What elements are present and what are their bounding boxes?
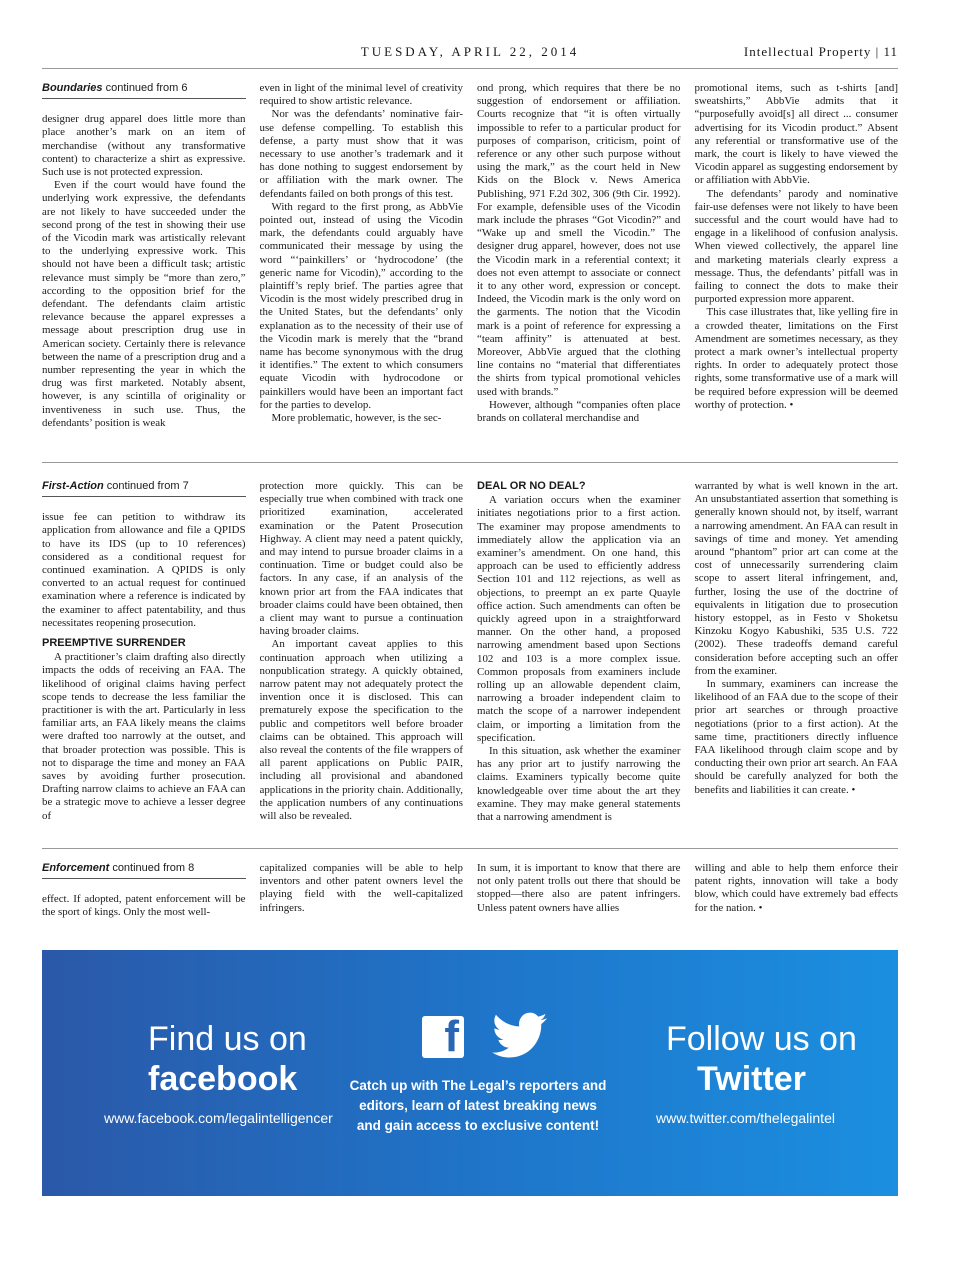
twitter-heading: Follow us on [666,1020,857,1058]
continued-title: Boundaries [42,82,103,94]
paragraph: More problematic, however, is the sec- [271,412,442,425]
boundaries-col-1 [42,82,246,430]
paragraph: A variation occurs when the examiner initiates negotiations prior to a first action. The examiner may propose amendments to immediately allow the application via an examiner’s amendment. On one hand, this approach can be used to efficiently address Section 101 and 112 rejections, as well as objections, to preempt an ex parte Quayle office action. Such amendments can often be quickly agreed upon in a straightforward manner. On the other hand, a proposed narrowing amendment based upon Sections 102 and 103 is a more complex issue. Common proposals from examiners include rolling up an allowable dependent claim, narrowing a broader independent claim to match the scope of a narrower independent claim, or importing a limitation from the specification. [477,494,681,744]
paragraph: effect. If adopted, patent enforcement will be the sport of kings. Only the most well- [42,893,246,919]
first-action-col-4 [695,480,899,824]
paragraph: In this situation, ask whether the examiner has any prior art to justify narrowing the claims. Examiners typically become quite knowledgeable over time about the art they examine. They may make general statements that a narrowing amendment is [477,745,681,824]
facebook-icon[interactable]: f [422,1016,464,1058]
facebook-wordmark: facebook [148,1060,298,1098]
twitter-icon[interactable] [492,1012,548,1060]
paragraph: ond prong, which requires that there be no suggestion of endorsement or affiliation. Courts recognize that “it is often virtually impossible to refer to a particular product for purposes of comparison, criticism, point of reference or any other such purpose without using the mark,” as the court held in New Kids on the Block v. News America Publishing, 971 F.2d 302, 306 (9th Cir. 1992). For example, defensible uses of the Vicodin mark include the phrases “Got Vicodin?” and “Wake up and smell the Vicodin.” The designer drug apparel, however, does not use the Vicodin mark in a referential context; it does not even attempt to associate or connect it to any other word, expression or concept. Indeed, the Vicodin mark is the only word on the garments. The notion that the Vicodin mark is a point of reference for expressing a “team affinity” is attenuated at best. Moreover, AbbVie argued that the clothing line contains no “material that differentiates the shirts from typical promotional vehicles used with brands.” [477,82,681,398]
subheading: DEAL OR NO DEAL? [477,480,586,492]
paragraph: protection more quickly. This can be especially true when combined with track one prioritized examination, accelerated examination or the Patent Prosecution Highway. A client may need a patent quickly, and may intend to pursue broader claims in a continuation. Time or budget could also be factors. In any case, if an analysis of the known prior art from the FAA indicates that broader claims could have been obtained, then a client may want to pursue a continuation having broader claims. [259,480,463,638]
issue-date: TUESDAY, APRIL 22, 2014 [360,44,580,59]
paragraph: capitalized companies will be able to help inventors and other patent owners level the playing field with the well-capitalized infringers. [259,862,463,914]
masthead [42,40,898,69]
paragraph: The defendants’ parody and nominative fair-use defenses were not likely to have been successful and the court would have had to engage in a likelihood of confusion analysis. When viewed collectively, the apparel line and marketing materials clearly express a message. Thus, the defendants’ pitfall was in failing to connect the dots to make their purported expression more apparent. [694,187,898,306]
paragraph: issue fee can petition to withdraw its application from allowance and file a QPIDS to have its IDS (up to 10 references) considered as a conditional request for continued examination. A QPIDS is only converted to an actual request for continued examination where a reference is indicated by the examiner to affect patentability, and thus necessitates reopening prosecution. [42,511,246,629]
enforcement-col-4 [695,862,899,920]
section-divider [42,848,898,849]
article-enforcement [42,862,898,920]
paragraph: With regard to the first prong, as AbbVie pointed out, instead of using the Vicodin mark, the defendants could arguably have communicated their message by using the word “‘painkillers’ or ‘hydrocodone’ (the generic name for Vicodin),” according to the plaintiff’s reply brief. The parties agree that Vicodin is the most widely prescribed drug in the United States, but the defendants’ only explanation as to the necessity of their use of the Vicodin mark is merely that the “brand name has become synonymous with the drug it identifies.” The extent to which consumers equate Vicodin with hydrocodone or painkillers would have been an important fact for the parties to develop. [259,200,463,411]
paragraph: Even if the court would have found the underlying work expressive, the defendants are not likely to have succeeded under the second prong of the test in showing their use of the Vicodin mark was artistically relevant to the underlying expressive work. This should not have been a difficult task; artistic relevance must simply be “more than zero,” according to the opposition brief for the defendant. The defendants claim artistic relevance because the apparel expresses a message about prescription drug use in American society. Certainly there is relevance between the name of a prescription drug and a number representing the year in which the drug was first marketed. Notably absent, however, is any scintilla of originality or inventiveness in such use. Thus, the defendants’ position is weak [42,179,246,429]
paragraph: An important caveat applies to this continuation approach when utilizing a nonpublication strategy. A quickly obtained, narrow patent may not adequately protect the invention once it is disclosed. This can prematurely expose the specification to the public and competitors well before broader claims can be obtained. This approach will also reveal the contents of the file wrappers of all parent applications on Public PAIR, including all provisional and abandoned applications in the priority chain. Additionally, the application numbers of any continuations will also be revealed. [259,638,463,823]
continued-header [42,480,246,497]
first-action-col-1 [42,480,246,824]
paragraph: warranted by what is well known in the art. An unsubstantiated assertion that something is generally known should not, by itself, warrant a narrowing amendment. An FAA can result in savings of time and money. Yet amending around “phantom” prior art can come at the cost of unnecessarily surrendering claim scope to assert literal infringement, and, further, losing the use of the doctrine of equivalents in litigation due to prosecution history estoppel, as in Festo v Shoketsu Kinzoku Kogyo Kabushiki, 535 U.S. 722 (2002). These tradeoffs demand careful consideration before accepting such an offer from the examiner. [694,480,898,677]
boundaries-col-2 [260,82,464,430]
social-media-banner[interactable] [42,950,898,1196]
section-divider [42,462,898,463]
article-first-action [42,480,898,824]
boundaries-col-3 [477,82,681,430]
article-boundaries [42,82,898,430]
section-page-label: Intellectual Property | 11 [743,44,898,59]
paragraph: However, although “companies often place brands on collateral merchandise and [477,398,681,425]
enforcement-col-3 [477,862,681,920]
paragraph: This case illustrates that, like yelling fire in a crowded theater, limitations on the First Amendment are sometimes necessary, as they protect a mark owner’s intellectual property rights. In order to adequately protect those rights, some transformative use of a mark will be required before expression will be deemed worthy of protection. • [694,306,898,411]
enforcement-col-2 [260,862,464,920]
paragraph: willing and able to help them enforce their patent rights, innovation will take a body blow, which could have extremely bad effects for the nation. • [694,862,898,914]
facebook-heading: Find us on [148,1020,307,1058]
paragraph: A practitioner’s claim drafting also directly impacts the odds of receiving an FAA. The likelihood of original claims having perfect scope tends to decrease the less familiar the practitioner is with the art. Particularly in less familiar arts, an FAA likely means the claims were drafted too narrowly at the outset, and that broader protection was possible. This is not to disparage the time and money an FAA saves by avoiding further prosecution. Drafting narrow claims to achieve an FAA can be a strategic move to achieve a lesser degree of [42,651,246,822]
twitter-wordmark: Twitter [697,1060,806,1098]
facebook-url[interactable]: www.facebook.com/legalintelligencer [104,1110,333,1126]
paragraph: promotional items, such as t-shirts [and] sweatshirts,” AbbVie admits that it “purposefully avoid[s] all direct ... consumer advertising for its Vicodin product.” Absent any referential or transformative use of the mark, the court is likely to have viewed the Vicodin apparel as suggesting endorsement by or affiliation with AbbVie. [694,82,898,187]
first-action-col-3 [477,480,681,824]
paragraph: even in light of the minimal level of creativity required to show artistic relevance. [259,82,463,108]
banner-promo-text: Catch up with The Legal’s reporters and editors, learn of latest breaking news and gain access to exclusive content! [349,1078,607,1133]
continued-note: continued from 7 [106,480,189,492]
paragraph: In sum, it is important to know that there are not only patent trolls out there that should be stopped—there also are patent infringers. Unless patent owners have allies [477,862,681,914]
paragraph: designer drug apparel does little more than place another’s mark on an item of merchandise (without any transformative content) to characterize a shirt as expressive. Such use is not protected expression. [42,113,246,179]
boundaries-col-4 [695,82,899,430]
subheading: PREEMPTIVE SURRENDER [42,637,186,650]
continued-title: First-Action [42,480,104,492]
continued-title: Enforcement [42,862,110,874]
continued-header [42,862,246,879]
enforcement-col-1 [42,862,246,920]
continued-header [42,82,246,99]
twitter-url[interactable]: www.twitter.com/thelegalintel [656,1110,835,1126]
paragraph: Nor was the defendants’ nominative fair-use defense compelling. To establish this defense, a party must show that it was necessary to use another’s trademark and it has done nothing to suggest endorsement by or affiliation with the mark owner. The defendants failed on both prongs of this test. [259,108,463,200]
continued-note: continued from 6 [105,82,188,94]
continued-note: continued from 8 [112,862,195,874]
first-action-col-2 [260,480,464,824]
paragraph: In summary, examiners can increase the likelihood of an FAA due to the scope of their prior art searches or through proactive negotiations (prior to a first action). At the same time, practitioners directly influence FAA likelihood through claim scope and by conducting their own prior art search. An FAA should be carefully analyzed for both the benefits and liabilities it can create. • [694,678,898,796]
